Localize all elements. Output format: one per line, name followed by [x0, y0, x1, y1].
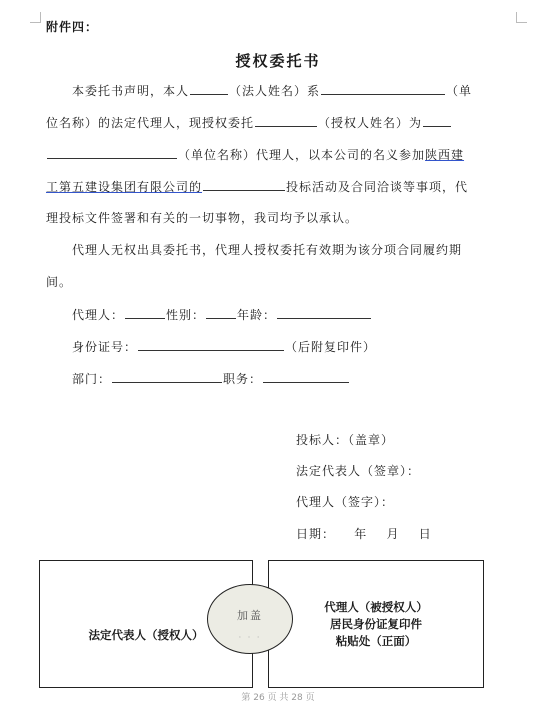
paragraph1-line3 — [46, 146, 464, 163]
agent-info-row — [72, 306, 372, 323]
agent-name-blank — [125, 306, 165, 319]
margin-corner-mark — [516, 12, 527, 23]
blank-line — [203, 178, 285, 191]
paragraph1-line5: 理投标文件签署和有关的一切事物，我司均予以承认。 — [46, 211, 359, 225]
paragraph1-line4 — [46, 178, 468, 195]
text-run: （单位名称）代理人，以本公司的名义参加 — [178, 148, 426, 162]
blank-line — [190, 82, 228, 95]
dept-label: 部门： — [72, 372, 112, 386]
position-label: 职务： — [223, 372, 263, 386]
bidder-seal-line: 投标人：（盖章） — [296, 433, 395, 447]
page-number-footer: 第 26 页 共 28 页 — [241, 693, 315, 703]
gender-blank — [206, 306, 236, 319]
paragraph2-line1: 代理人无权出具委托书，代理人授权委托有效期为该分项合同履约期 — [72, 243, 463, 257]
paragraph2-line2: 间。 — [46, 275, 73, 289]
agent-box-line1: 代理人（被授权人） — [324, 600, 428, 614]
agent-label: 代理人： — [72, 308, 125, 322]
seal-dots: · · · — [238, 633, 262, 642]
agent-sign-line: 代理人（签字）： — [296, 495, 395, 509]
blank-line — [321, 82, 445, 95]
margin-corner-mark — [30, 12, 41, 23]
legal-rep-box-label: 法定代表人（授权人） — [88, 628, 204, 642]
text-run: （单 — [446, 84, 473, 98]
text-run: （授权人姓名）为 — [318, 116, 423, 130]
attachment-heading: 附件四： — [46, 20, 99, 34]
text-run: （法人姓名）系 — [229, 84, 321, 98]
blank-line — [255, 114, 317, 127]
gender-label: 性别： — [166, 308, 206, 322]
blank-line — [423, 114, 451, 127]
id-number-blank — [138, 338, 284, 351]
blank-line — [47, 146, 177, 159]
seal-circle — [207, 584, 293, 654]
position-blank — [263, 370, 349, 383]
age-label: 年龄： — [237, 308, 277, 322]
text-run: 位名称）的法定代理人，现授权委托 — [46, 116, 255, 130]
id-number-row — [72, 338, 376, 355]
age-blank — [277, 306, 371, 319]
dept-blank — [112, 370, 222, 383]
company-name-link: 工第五建设集团有限公司的 — [46, 180, 203, 194]
seal-label: 加盖 — [237, 609, 263, 622]
agent-id-copy-box — [268, 560, 484, 688]
id-copy-note: （后附复印件） — [285, 340, 377, 354]
date-line: 日期： 年 月 日 — [296, 527, 432, 541]
text-run: 本委托书声明，本人 — [72, 84, 190, 98]
company-name-link: 陕西建 — [425, 148, 465, 162]
id-number-label: 身份证号： — [72, 340, 138, 354]
document-title: 授权委托书 — [235, 52, 321, 70]
text-run: 投标活动及合同洽谈等事项，代 — [286, 180, 469, 194]
legal-rep-sign-line: 法定代表人（签章）： — [296, 464, 421, 478]
paragraph1-line1 — [72, 82, 472, 99]
agent-box-line2: 居民身份证复印件 — [330, 617, 422, 631]
agent-box-line3: 粘贴处（正面） — [335, 634, 417, 648]
dept-position-row — [72, 370, 350, 387]
paragraph1-line2 — [46, 114, 452, 131]
